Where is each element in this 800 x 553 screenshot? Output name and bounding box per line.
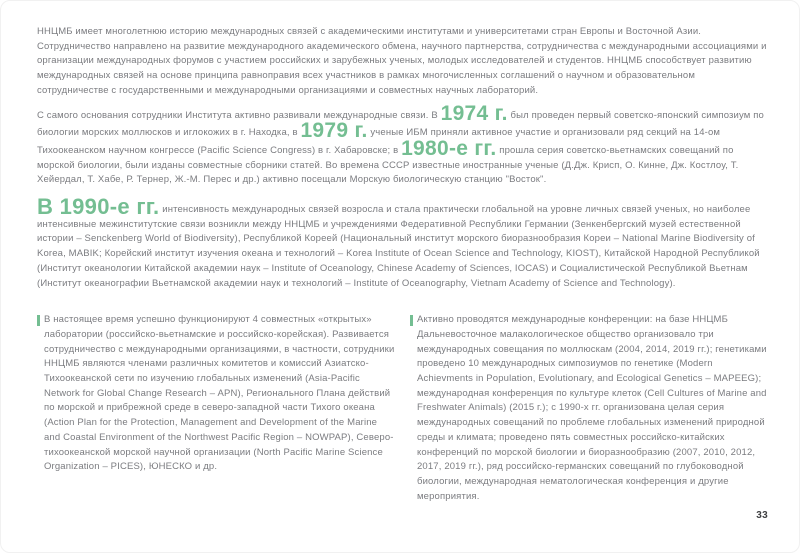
history-text-1: С самого основания сотрудники Института активно развивали международные связи. В <box>37 109 441 121</box>
history-paragraph <box>37 101 769 189</box>
page-number: 33 <box>756 510 768 521</box>
year-1979-highlight: 1979 г. <box>300 119 368 143</box>
two-column-section <box>37 313 769 504</box>
year-1980s-highlight: 1980-е гг. <box>401 136 497 160</box>
right-column <box>410 313 769 504</box>
page-content <box>1 1 799 504</box>
left-column-accent-bar <box>37 315 40 326</box>
left-column-text: В настоящее время успешно функционируют 4 совместных «открытых» лаборатории (российско-вьетнамские и российско-корейская). Развивается сотрудничество с международными организациями, в частности, сотрудники ННЦМБ являются членами различных комитетов и комиссий Азиатско-Тихоокеанской сети по изучению глобальных изменений (Asia-Pacific Network for Global Change Research – APN), Регионального Плана действий по морской и прибрежной среде в северо-западной части Тихого океана (Action Plan for the Protection, Management and Development of the Marine and Coastal Environment of the Northwest Pacific Region – NOWPAP), Северо-тихоокеанской морской научной организации (North Pacific Marine Science Organization – PICES), ЮНЕСКО и др. <box>44 314 395 473</box>
right-column-text: Активно проводятся международные конференции: на базе ННЦМБ Дальневосточное малакологическое общество организовало три международных совещания по моллюскам (2004, 2014, 2019 гг.); генетиками проведено 10 международных симпозиумов по генетике (Modern Achievments in Population, Evolutionary, and Ecological Genetics – MAPEEG); международная конференция по культуре клеток (Cell Cultures of Marine and Freshwater Animals) (2015 г.); с 1990-х гг. организована целая серия международных совещаний по проблеме глобальных изменений природной среды и климата; проведено пять совместных российско-китайских конференций по морской биологии и биоразнообразию (2007, 2010, 2012, 2017, 2019 гг.), ряд российско-германских совещаний по глубоководной биологии, международная нематологическая конференция и другие мероприятия. <box>417 314 767 502</box>
intro-paragraph <box>37 25 769 99</box>
nineties-paragraph <box>37 194 769 291</box>
history-text-3: ученые ИБМ приняли активное участие и организовали ряд секций на 14-ом Тихоокеанском научном конгрессе (Pacific Science Congress) в г. Хабаровске; в <box>37 127 721 156</box>
year-1990s-highlight: В 1990-е гг. <box>37 194 160 220</box>
intro-text: ННЦМБ имеет многолетнюю историю международных связей с академическими институтами и университетами стран Европы и Восточной Азии. Сотрудничество направлено на развитие международного академического обмена, научного партнерства, сотрудничества с международными ассоциациями и организации международных форумов с участием российских и зарубежных ученых, молодых исследователей и студентов. ННЦМБ способствует развитию международных связей на основе принципа равноправия всех участников в рамках многочисленных соглашений о научном и образовательном сотрудничестве с государственными и международными организациями и совместных научных лабораторий. <box>37 26 767 96</box>
history-text-4: прошла серия советско-вьетнамских совещаний по морской биологии, были изданы совместные сборники статей. Во времена СССР известные иностранные ученые (Д.Дж. Крисп, О. Кинне, Дж. Костлоу, Т. Хейердал, Т. Хабе, Р. Тернер, Ж.-М. Перес и др.) активно посещали Морскую биологическую станцию "Восток". <box>37 144 739 186</box>
history-text-2: был проведен первый советско-японский симпозиум по биологии морских моллюсков и иглокожих в г. Находка, в <box>37 109 764 139</box>
left-column <box>37 313 396 504</box>
right-column-accent-bar <box>410 315 413 326</box>
year-1974-highlight: 1974 г. <box>440 101 508 125</box>
nineties-text: интенсивность международных связей возросла и стала практически глобальной на уровне личных связей ученых, но наиболее интенсивные межинститутские связи возникли между ННЦМБ и учреждениями Федеративной Республики Германии (Зенкенбергский музей естественной истории – Senckenberg World of Biodiversity), Республикой Кореей (Национальный институт морского биоразнообразия Кореи – National Marine Biodiversity of Korea, MABIK; Корейский институт изучения океана и технологий – Korea Institute of Ocean Science and Technology, KIOST), Китайской Народной Республикой (Институт океанологии Китайской академии наук – Institute of Oceanology, Chinese Academy of Sciences, IOCAS) и Социалистической Республикой Вьетнам (Институт океанографии Вьетнамской академии наук и технологий – Institute of Oceanography, Vietnam Academy of Science and Technology). <box>37 204 760 289</box>
